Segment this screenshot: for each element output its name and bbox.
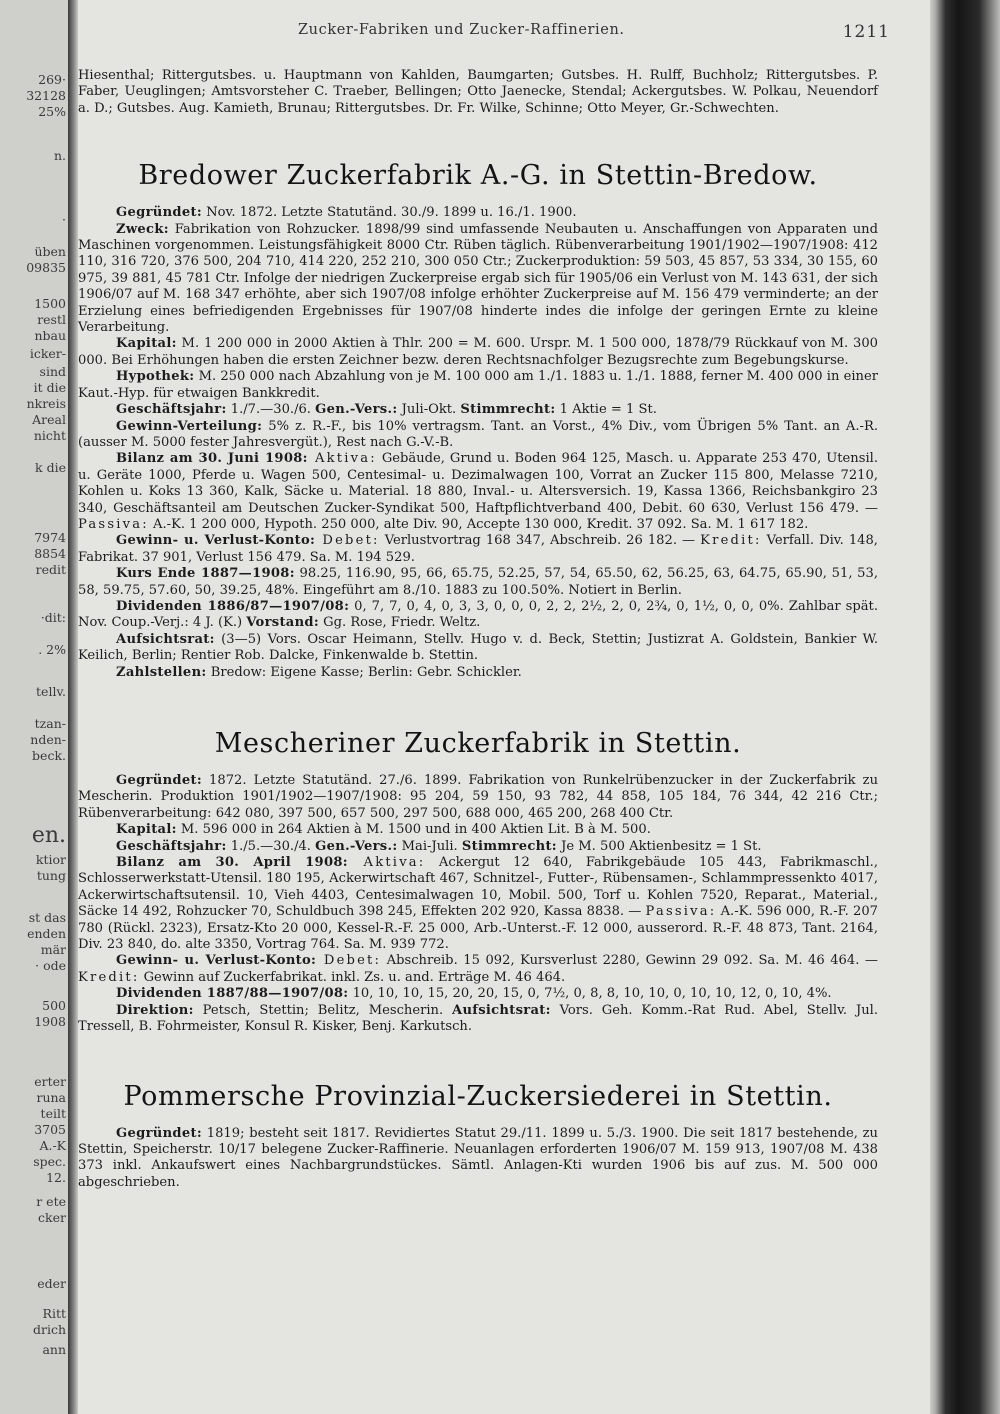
field-text: Verlustvortrag 168 347, Abschreib. 26 182. — — [379, 533, 701, 549]
entry-paragraph — [78, 822, 878, 838]
margin-fragment: icker- — [29, 346, 66, 361]
field-label: Kurs Ende 1887—1908: — [116, 566, 295, 582]
field-label: Aufsichtsrat: — [116, 631, 215, 647]
field-text: Verfall. Div. 148, Fabrikat. 37 901, Verlust 156 479. Sa. M. 194 529. — [78, 533, 878, 565]
margin-fragment: 25% — [38, 104, 66, 119]
margin-fragment: mär — [40, 942, 66, 957]
running-title: Zucker-Fabriken und Zucker-Raffinerien. — [298, 22, 625, 38]
margin-fragment: en. — [31, 823, 66, 848]
field-text: 5% z. R.-F., bis 10% vertragsm. Tant. an Vorst., 4% Div., vom Übrigen 5% Tant. an A.-R. (ausser M. 5000 fester Jahresvergüt.), Rest nach G.-V.-B. — [78, 418, 878, 450]
field-label: Kapital: — [116, 822, 177, 838]
field-label: Zahlstellen: — [116, 664, 207, 680]
margin-fragment: st das — [28, 910, 66, 925]
field-text: Mai-Juli. — [397, 838, 462, 854]
field-label: Vorstand: — [246, 615, 319, 631]
field-label: Bilanz am 30. April 1908: — [116, 855, 348, 871]
spaced-label: Debet: — [316, 953, 382, 969]
company-heading-mescheriner: Mescheriner Zuckerfabrik in Stettin. — [214, 728, 742, 759]
margin-fragment: r ete — [36, 1194, 66, 1209]
intro-paragraph: Hiesenthal; Rittergutsbes. u. Hauptmann von Kahlden, Baumgarten; Gutsbes. H. Rulff, Buchholz; Rittergutsbes. P. Faber, Ueuglingen; Amtsvorsteher C. Traeber, Bellingen; Otto Jaenecke, Stendal; Ackergutsbes. W. Polkau, Neuendorf a. D.; Gutsbes. Aug. Kamieth, Brunau; Rittergutsbes. Dr. Fr. Wilke, Schinne; Otto Meyer, Gr.-Schwechten. — [78, 68, 878, 116]
field-text: 1./7.—30./6. — [226, 402, 316, 418]
field-text: 1 Aktie = 1 St. — [555, 402, 657, 418]
field-label: Dividenden 1887/88—1907/08: — [116, 986, 349, 1002]
margin-fragment: 09835 — [26, 260, 66, 275]
field-label: Gegründet: — [116, 1125, 202, 1141]
margin-fragment: üben — [34, 244, 66, 259]
section-mescheriner — [78, 773, 878, 1036]
margin-fragment: tung — [36, 868, 66, 883]
field-text: Bredow: Eigene Kasse; Berlin: Gebr. Schickler. — [206, 664, 522, 680]
margin-fragment: n. — [53, 148, 66, 163]
margin-fragment: 12. — [46, 1170, 66, 1185]
company-heading-pommersche: Pommersche Provinzial-Zuckersiederei in Stettin. — [123, 1080, 833, 1112]
field-label: Gen.-Vers.: — [315, 838, 398, 854]
field-label: Gen.-Vers.: — [315, 402, 398, 418]
field-text: Fabrikation von Rohzucker. 1898/99 sind umfassende Neubauten u. Anschaffungen von Apparaten und Maschinen vorgenommen. Leistungsfähigkeit 8000 Ctr. Rüben täglich. Rübenverarbeitung 1901/1902—1907/1908: 412 110, 316 720, 376 500, 204 710, 414 220, 252 210, 300 050 Ctr.; Zuckerproduktion: 59 503, 45 857, 53 334, 30 155, 60 975, 39 881, 45 781 Ctr. Infolge der niedrigen Zuckerpreise ergab sich für 1905/06 ein Verlust von M. 143 631, der sich 1906/07 auf M. 168 347 erhöhte, aber sich 1907/08 infolge erhöhter Zuckerpreise auf M. 156 479 verminderte; an der Erzielung eines befriedigenden Ergebnisses für 1907/08 hinderte indes die infolge der geringen Ernte zu kleine Verarbeitung. — [78, 221, 878, 336]
field-text: 98.25, 116.90, 95, 66, 65.75, 52.25, 57, 54, 65.50, 62, 56.25, 63, 64.75, 65.90, 51, 53, 58, 59.75, 57.60, 50, 39.25, 48%. Eingeführt am 8./10. 1883 zu 100.50%. Notiert in Berlin. — [78, 566, 878, 598]
entry-paragraph — [78, 336, 878, 369]
field-text: 1./5.—30./4. — [226, 838, 316, 854]
page-number: 1211 — [842, 22, 890, 42]
spaced-label: Passiva: — [78, 516, 149, 532]
company-heading-bredower: Bredower Zuckerfabrik A.-G. in Stettin-Bredow. — [138, 160, 818, 192]
field-text: A.-K. 596 000, R.-F. 207 780 (Rückl. 2323), Ersatz-Kto 20 000, Kessel-R.-F. 25 000, Arb.-Unterst.-F. 12 000, ausserord. R.-F. 48 873, Tant. 2164, Div. 23 840, do. alte 3350, Vortrag 764. Sa. M. 939 772. — [78, 904, 879, 953]
field-text: Abschreib. 15 092, Kursverlust 2280, Gewinn 29 092. Sa. M. 46 464. — — [381, 953, 878, 969]
field-text: Gewinn auf Zuckerfabrikat. inkl. Zs. u. and. Erträge M. 46 464. — [139, 969, 566, 985]
entry-paragraph — [78, 855, 878, 953]
margin-fragment: nden- — [30, 732, 66, 747]
margin-fragment: runa — [36, 1090, 66, 1105]
margin-fragment: nbau — [34, 328, 66, 343]
field-text: Gebäude, Grund u. Boden 964 125, Masch. u. Apparate 253 470, Utensil. u. Geräte 1000, Pferde u. Wagen 500, Centesimal- u. Dezimalwagen 100, Vorrat an Zucker 115 800, Melasse 7210, Kohlen u. Koks 13 360, Kalk, Säcke u. Material. 18 880, Inval.- u. Altersversich. 19, Kassa 1366, Reichsbankgiro 23 340, Geschäftsanteil am Deutschen Zucker-Syndikat 500, Haftpflichtverband 400, Debit. 60 630, Verlust 156 479. — — [78, 451, 878, 516]
field-text: Je M. 500 Aktienbesitz = 1 St. — [556, 838, 762, 854]
field-label: Stimmrecht: — [460, 402, 556, 418]
margin-fragment: beck. — [32, 748, 66, 763]
margin-fragment: A.-K — [39, 1138, 66, 1153]
field-label: Gewinn- u. Verlust-Konto: — [116, 953, 317, 969]
field-label: Gewinn- u. Verlust-Konto: — [116, 533, 316, 549]
margin-fragment: 8854 — [34, 546, 66, 561]
margin-fragment: ·dit: — [40, 610, 66, 625]
margin-fragment: · ode — [35, 958, 66, 973]
margin-fragment: 7974 — [34, 530, 66, 545]
margin-fragment: · — [62, 212, 66, 227]
field-text: Gg. Rose, Friedr. Weltz. — [319, 615, 481, 631]
spaced-label: Aktiva: — [347, 855, 426, 871]
field-text: Juli-Okt. — [397, 402, 461, 418]
field-text: 1872. Letzte Statutänd. 27./6. 1899. Fabrikation von Runkelrübenzucker in der Zuckerfabrik zu Mescherin. Produktion 1901/1902—1907/1908: 95 204, 59 150, 93 782, 44 858, 105 184, 76 344, 42 216 Ctr.; Rübenverarbeitung: 642 080, 397 500, 657 500, 297 500, 688 000, 465 200, 268 400 Ctr. — [78, 773, 878, 821]
entry-paragraph — [78, 205, 878, 221]
spaced-label: Passiva: — [645, 904, 717, 920]
field-label: Geschäftsjahr: — [116, 402, 227, 418]
entry-paragraph — [78, 402, 878, 418]
field-text: 1819; besteht seit 1817. Revidiertes Statut 29./11. 1899 u. 5./3. 1900. Die seit 1817 bestehende, zu Stettin, Speicherstr. 10/17 belegene Zucker-Raffinerie. Neuanlagen erforderten 1906/07 M. 159 913, 1907/08 M. 438 373 inkl. Ankaufswert eines Nachbargrundstückes. Sämtl. Anlagen-Kti wurden 1906 bis auf zus. M. 500 000 abgeschrieben. — [78, 1125, 878, 1190]
field-text: M. 250 000 nach Abzahlung von je M. 100 000 am 1./1. 1883 u. 1./1. 1888, ferner M. 400 000 in einer Kaut.-Hyp. für etwaigen Bankkredit. — [78, 369, 878, 401]
margin-fragment: redit — [35, 562, 66, 577]
field-label: Dividenden 1886/87—1907/08: — [116, 598, 350, 614]
field-text: A.-K. 1 200 000, Hypoth. 250 000, alte Div. 90, Accepte 130 000, Kredit. 37 092. Sa. M. 1 617 182. — [148, 516, 809, 532]
entry-paragraph — [78, 839, 878, 855]
entry-paragraph — [78, 632, 878, 665]
entry-paragraph — [78, 1126, 878, 1192]
field-text: Ackergut 12 640, Fabrikgebäude 105 443, Fabrikmaschl., Schlosserwerkstatt-Utensil. 180 195, Ackerwirtschaft 467, Schnitzel-, Futter-, Rübensamen-, Schlammpressenkto 4017, Ackerwirtschaftsutensil. 10, Vieh 4403, Centesimalwagen 10, Mobil. 500, Torf u. Kohlen 7520, Reparat., Material., Säcke 14 492, Rohzucker 70, Schuldbuch 398 245, Effekten 202 920, Kassa 8838. — — [78, 855, 878, 920]
margin-fragment: Areal — [32, 412, 66, 427]
field-label: Bilanz am 30. Juni 1908: — [116, 451, 308, 467]
entry-paragraph — [78, 1003, 878, 1036]
field-label: Stimmrecht: — [461, 838, 557, 854]
margin-fragment: 3705 — [34, 1122, 66, 1137]
entry-paragraph — [78, 451, 878, 533]
field-label: Aufsichtsrat: — [452, 1002, 551, 1018]
margin-fragment: tzan- — [34, 716, 66, 731]
margin-fragment: sind — [39, 364, 66, 379]
document-page — [78, 0, 930, 1414]
running-header — [78, 22, 930, 46]
page-content — [78, 68, 878, 1191]
margin-fragment: enden — [27, 926, 66, 941]
spaced-label: Kredit: — [700, 533, 762, 549]
margin-fragment: restl — [37, 312, 66, 327]
field-label: Geschäftsjahr: — [116, 838, 227, 854]
margin-fragment: cker — [38, 1210, 66, 1225]
margin-fragment: teilt — [40, 1106, 66, 1121]
page-edge-shadow — [930, 0, 1000, 1414]
margin-fragment: 269· — [38, 72, 66, 87]
spaced-label: Kredit: — [78, 969, 140, 985]
spaced-label: Debet: — [315, 533, 380, 549]
margin-fragment: k die — [35, 460, 66, 475]
margin-fragment: it die — [33, 380, 66, 395]
field-text: M. 596 000 in 264 Aktien à M. 1500 und in 400 Aktien Lit. B à M. 500. — [176, 822, 651, 838]
margin-fragment: 500 — [42, 998, 66, 1013]
field-label: Zweck: — [116, 221, 169, 237]
field-label: Kapital: — [116, 336, 177, 352]
section-bredower — [78, 205, 878, 681]
margin-fragment: Ritt — [42, 1306, 66, 1321]
field-text: 0, 7, 7, 0, 4, 0, 3, 3, 0, 0, 0, 2, 2, 2½, 2, 0, 2¾, 0, 1½, 0, 0, 0%. Zahlbar spät. Nov. Coup.-Verj.: 4 J. (K.) — [78, 598, 878, 631]
field-text: 10, 10, 10, 15, 20, 20, 15, 0, 7½, 0, 8, 8, 10, 10, 0, 10, 10, 12, 0, 10, 4%. — [348, 986, 832, 1002]
field-text: Vors. Geh. Komm.-Rat Rud. Abel, Stellv. Jul. Tressell, B. Fohrmeister, Konsul R. Kisker, Benj. Karkutsch. — [78, 1002, 878, 1035]
field-text: (3—5) Vors. Oscar Heimann, Stellv. Hugo v. d. Beck, Stettin; Justizrat A. Goldstein, Bankier W. Keilich, Berlin; Rentier Rob. Dalcke, Finkenwalde b. Stettin. — [78, 631, 878, 664]
entry-paragraph — [78, 599, 878, 632]
entry-paragraph — [78, 773, 878, 822]
field-label: Hypothek: — [116, 369, 195, 385]
margin-fragment: 1908 — [34, 1014, 66, 1029]
entry-paragraph — [78, 369, 878, 402]
margin-fragment: drich — [32, 1322, 66, 1337]
margin-fragment: erter — [34, 1074, 66, 1089]
margin-fragment: nkreis — [26, 396, 66, 411]
entry-paragraph — [78, 566, 878, 599]
entry-paragraph — [78, 533, 878, 566]
field-label: Gegründet: — [116, 205, 202, 221]
field-label: Direktion: — [116, 1002, 194, 1018]
field-text: M. 1 200 000 in 2000 Aktien à Thlr. 200 = M. 600. Urspr. M. 1 500 000, 1878/79 Rückkauf von M. 300 000. Bei Erhöhungen haben die ersten Zeichner bezw. deren Rechtsnachfolger Bezugsrechte zum Begebungskurse. — [78, 336, 878, 368]
margin-fragment: . 2% — [38, 642, 66, 657]
spaced-label: Aktiva: — [307, 451, 377, 467]
entry-paragraph — [78, 986, 878, 1002]
page-gutter — [68, 0, 78, 1414]
margin-fragment: ann — [42, 1342, 66, 1357]
entry-paragraph — [78, 665, 878, 681]
field-label: Gewinn-Verteilung: — [116, 418, 263, 434]
field-text: Nov. 1872. Letzte Statutänd. 30./9. 1899 u. 16./1. 1900. — [201, 205, 577, 221]
field-label: Gegründet: — [116, 773, 202, 788]
field-text: Petsch, Stettin; Belitz, Mescherin. — [193, 1002, 452, 1018]
section-pommersche — [78, 1126, 878, 1192]
entry-paragraph — [78, 222, 878, 337]
entry-paragraph — [78, 953, 878, 986]
margin-fragment: tellv. — [36, 684, 66, 699]
margin-fragment: spec. — [33, 1154, 66, 1169]
facing-page-edge — [0, 0, 70, 1414]
margin-fragment: ktior — [35, 852, 66, 867]
margin-fragment: 32128 — [26, 88, 66, 103]
margin-fragment: 1500 — [34, 296, 66, 311]
margin-fragment: nicht — [33, 428, 66, 443]
margin-fragment: eder — [37, 1276, 66, 1291]
entry-paragraph — [78, 419, 878, 452]
